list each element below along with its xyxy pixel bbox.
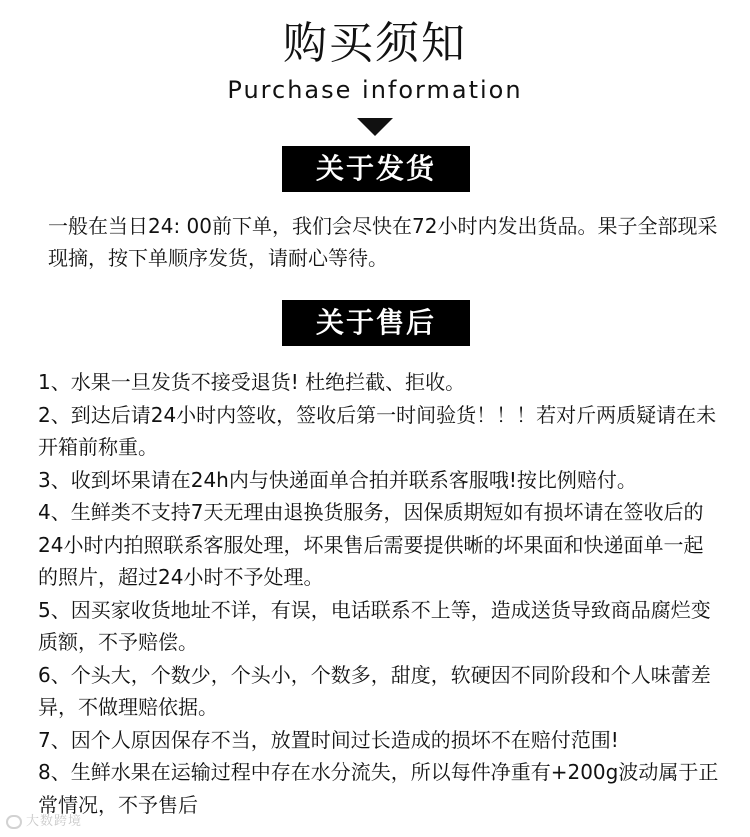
list-item: 3、收到坏果请在24h内与快递面单合拍并联系客服哦!按比例赔付。 — [38, 467, 637, 492]
shipping-text: 一般在当日24: 00前下单，我们会尽快在72小时内发出货品。果子全部现采现摘，按下单顺序发货，请耐心等待。 — [48, 214, 718, 270]
page-title: 购买须知 — [283, 18, 467, 69]
list-item: 7、因个人原因保存不当，放置时间过长造成的损坏不在赔付范围! — [38, 727, 619, 752]
watermark-logo-icon — [6, 815, 22, 829]
list-item: 6、个头大，个数少，个头小，个数多，甜度，软硬因不同阶段和个人味蕾差异，不做理赔依据。 — [38, 662, 711, 719]
page-subtitle: Purchase information — [227, 76, 523, 104]
watermark-text: 大数跨境 — [26, 814, 83, 829]
list-item: 4、生鲜类不支持7天无理由退换货服务，因保质期短如有损坏请在签收后的24小时内拍照联系客服处理，坏果售后需要提供晰的坏果面和快递面单一起的照片，超过24小时不予处理。 — [38, 500, 704, 589]
list-item: 8、生鲜水果在运输过程中存在水分流失，所以每件净重有+200g波动属于正常情况，不予售后 — [38, 760, 719, 817]
watermark — [6, 812, 82, 832]
list-item: 1、水果一旦发货不接受退货! 杜绝拦截、拒收。 — [38, 370, 466, 394]
aftersales-heading: 关于售后 — [282, 300, 470, 346]
list-item: 2、到达后请24小时内签收，签收后第一时间验货！！！若对斤两质疑请在未开箱前称重。 — [38, 402, 717, 459]
shipping-heading: 关于发货 — [282, 146, 470, 192]
list-item: 5、因买家收货地址不详，有误，电话联系不上等，造成送货导致商品腐烂变质额，不予赔偿。 — [38, 597, 711, 654]
aftersales-list — [38, 366, 723, 821]
down-triangle-icon — [357, 118, 393, 136]
